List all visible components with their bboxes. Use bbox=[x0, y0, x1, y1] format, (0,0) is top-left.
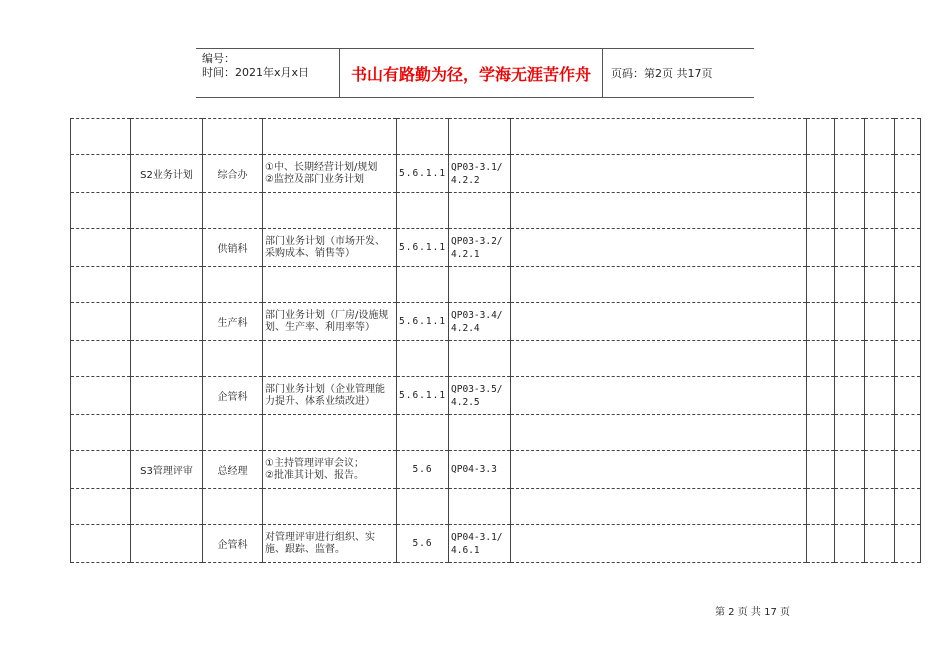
dept-cell bbox=[203, 119, 263, 155]
action-cell bbox=[263, 489, 397, 525]
action-cell: ①中、长期经营计划/规划 ②监控及部门业务计划 bbox=[263, 155, 397, 193]
empty-cell bbox=[71, 415, 131, 451]
dept-cell: 供销科 bbox=[203, 229, 263, 267]
empty-cell bbox=[895, 451, 921, 489]
empty-cell bbox=[807, 155, 835, 193]
table-row bbox=[71, 341, 921, 377]
empty-cell bbox=[895, 377, 921, 415]
empty-cell bbox=[835, 119, 865, 155]
clause-cell bbox=[397, 193, 449, 229]
doc-time-label: 时间：2021年x月x日 bbox=[202, 66, 310, 79]
action-cell: 部门业务计划（企业管理能力提升、体系业绩改进） bbox=[263, 377, 397, 415]
empty-cell bbox=[807, 119, 835, 155]
doc-ref-cell bbox=[449, 193, 511, 229]
step-cell bbox=[131, 193, 203, 229]
empty-cell bbox=[895, 229, 921, 267]
doc-ref-cell bbox=[449, 119, 511, 155]
dept-cell bbox=[203, 193, 263, 229]
step-cell bbox=[131, 341, 203, 377]
doc-ref-cell: QP04-3.3 bbox=[449, 451, 511, 489]
clause-cell bbox=[397, 341, 449, 377]
empty-cell bbox=[835, 341, 865, 377]
table-row bbox=[71, 193, 921, 229]
dept-cell bbox=[203, 415, 263, 451]
step-cell: S3管理评审 bbox=[131, 451, 203, 489]
clause-cell: 5.6.1.1 bbox=[397, 303, 449, 341]
procedure-table bbox=[70, 118, 921, 563]
dept-cell bbox=[203, 267, 263, 303]
empty-cell bbox=[895, 155, 921, 193]
empty-cell bbox=[835, 267, 865, 303]
empty-cell bbox=[807, 525, 835, 563]
empty-cell bbox=[865, 303, 895, 341]
empty-cell bbox=[511, 303, 807, 341]
doc-ref-cell bbox=[449, 489, 511, 525]
empty-cell bbox=[865, 525, 895, 563]
table-row bbox=[71, 489, 921, 525]
step-cell bbox=[131, 377, 203, 415]
empty-cell bbox=[807, 193, 835, 229]
empty-cell bbox=[511, 193, 807, 229]
empty-cell bbox=[71, 119, 131, 155]
empty-cell bbox=[865, 229, 895, 267]
action-cell bbox=[263, 267, 397, 303]
step-cell bbox=[131, 525, 203, 563]
empty-cell bbox=[511, 377, 807, 415]
empty-cell bbox=[835, 415, 865, 451]
empty-cell bbox=[71, 341, 131, 377]
empty-cell bbox=[865, 377, 895, 415]
action-cell: 部门业务计划（厂房/设施规划、生产率、利用率等） bbox=[263, 303, 397, 341]
doc-ref-cell: QP03-3.2/ 4.2.1 bbox=[449, 229, 511, 267]
doc-ref-cell: QP03-3.1/ 4.2.2 bbox=[449, 155, 511, 193]
empty-cell bbox=[835, 155, 865, 193]
empty-cell bbox=[835, 525, 865, 563]
clause-cell: 5.6 bbox=[397, 451, 449, 489]
empty-cell bbox=[511, 229, 807, 267]
empty-cell bbox=[835, 451, 865, 489]
doc-ref-cell bbox=[449, 415, 511, 451]
dept-cell: 生产科 bbox=[203, 303, 263, 341]
clause-cell bbox=[397, 267, 449, 303]
empty-cell bbox=[895, 489, 921, 525]
doc-ref-cell: QP03-3.5/ 4.2.5 bbox=[449, 377, 511, 415]
action-cell bbox=[263, 193, 397, 229]
empty-cell bbox=[71, 451, 131, 489]
dept-cell: 企管科 bbox=[203, 525, 263, 563]
empty-cell bbox=[807, 451, 835, 489]
dept-cell: 总经理 bbox=[203, 451, 263, 489]
doc-ref-cell: QP04-3.1/ 4.6.1 bbox=[449, 525, 511, 563]
clause-cell bbox=[397, 489, 449, 525]
empty-cell bbox=[71, 193, 131, 229]
empty-cell bbox=[895, 525, 921, 563]
step-cell bbox=[131, 415, 203, 451]
step-cell bbox=[131, 267, 203, 303]
empty-cell bbox=[511, 451, 807, 489]
empty-cell bbox=[807, 341, 835, 377]
table-row bbox=[71, 377, 921, 415]
empty-cell bbox=[895, 341, 921, 377]
empty-cell bbox=[865, 267, 895, 303]
header-meta bbox=[196, 49, 340, 97]
empty-cell bbox=[835, 489, 865, 525]
table-row bbox=[71, 119, 921, 155]
empty-cell bbox=[71, 267, 131, 303]
doc-ref-cell bbox=[449, 267, 511, 303]
empty-cell bbox=[835, 377, 865, 415]
empty-cell bbox=[895, 415, 921, 451]
empty-cell bbox=[511, 415, 807, 451]
step-cell bbox=[131, 303, 203, 341]
empty-cell bbox=[71, 303, 131, 341]
clause-cell: 5.6.1.1 bbox=[397, 155, 449, 193]
empty-cell bbox=[865, 341, 895, 377]
dept-cell: 综合办 bbox=[203, 155, 263, 193]
empty-cell bbox=[511, 341, 807, 377]
step-cell bbox=[131, 489, 203, 525]
clause-cell: 5.6 bbox=[397, 525, 449, 563]
table-row bbox=[71, 267, 921, 303]
empty-cell bbox=[71, 229, 131, 267]
empty-cell bbox=[865, 155, 895, 193]
step-cell bbox=[131, 229, 203, 267]
dept-cell bbox=[203, 341, 263, 377]
action-cell bbox=[263, 341, 397, 377]
table-row bbox=[71, 451, 921, 489]
empty-cell bbox=[807, 489, 835, 525]
doc-number-label: 编号： bbox=[202, 52, 235, 65]
action-cell: 部门业务计划（市场开发、采购成本、销售等） bbox=[263, 229, 397, 267]
step-cell: S2业务计划 bbox=[131, 155, 203, 193]
dept-cell: 企管科 bbox=[203, 377, 263, 415]
empty-cell bbox=[71, 489, 131, 525]
empty-cell bbox=[511, 119, 807, 155]
clause-cell: 5.6.1.1 bbox=[397, 377, 449, 415]
doc-ref-cell: QP03-3.4/ 4.2.4 bbox=[449, 303, 511, 341]
page-footer: 第 2 页 共 17 页 bbox=[715, 607, 790, 618]
empty-cell bbox=[71, 525, 131, 563]
empty-cell bbox=[895, 303, 921, 341]
table-row bbox=[71, 415, 921, 451]
clause-cell: 5.6.1.1 bbox=[397, 229, 449, 267]
action-cell: ①主持管理评审会议； ②批准其计划、报告。 bbox=[263, 451, 397, 489]
empty-cell bbox=[835, 193, 865, 229]
table-row bbox=[71, 155, 921, 193]
empty-cell bbox=[865, 451, 895, 489]
empty-cell bbox=[511, 155, 807, 193]
empty-cell bbox=[807, 377, 835, 415]
empty-cell bbox=[865, 119, 895, 155]
table-row bbox=[71, 229, 921, 267]
empty-cell bbox=[895, 193, 921, 229]
action-cell bbox=[263, 415, 397, 451]
empty-cell bbox=[511, 489, 807, 525]
action-cell: 对管理评审进行组织、实施、跟踪、监督。 bbox=[263, 525, 397, 563]
empty-cell bbox=[807, 415, 835, 451]
empty-cell bbox=[511, 525, 807, 563]
clause-cell bbox=[397, 415, 449, 451]
empty-cell bbox=[865, 489, 895, 525]
page-header bbox=[196, 48, 754, 98]
empty-cell bbox=[71, 155, 131, 193]
empty-cell bbox=[895, 119, 921, 155]
table-row bbox=[71, 303, 921, 341]
header-motto: 书山有路勤为径，学海无涯苦作舟 bbox=[340, 49, 603, 97]
empty-cell bbox=[835, 303, 865, 341]
empty-cell bbox=[835, 229, 865, 267]
dept-cell bbox=[203, 489, 263, 525]
empty-cell bbox=[895, 267, 921, 303]
table-row bbox=[71, 525, 921, 563]
action-cell bbox=[263, 119, 397, 155]
empty-cell bbox=[807, 229, 835, 267]
empty-cell bbox=[71, 377, 131, 415]
doc-ref-cell bbox=[449, 341, 511, 377]
empty-cell bbox=[865, 193, 895, 229]
empty-cell bbox=[511, 267, 807, 303]
empty-cell bbox=[807, 267, 835, 303]
empty-cell bbox=[865, 415, 895, 451]
header-page-number: 页码：第2页 共17页 bbox=[611, 67, 713, 80]
empty-cell bbox=[807, 303, 835, 341]
step-cell bbox=[131, 119, 203, 155]
clause-cell bbox=[397, 119, 449, 155]
